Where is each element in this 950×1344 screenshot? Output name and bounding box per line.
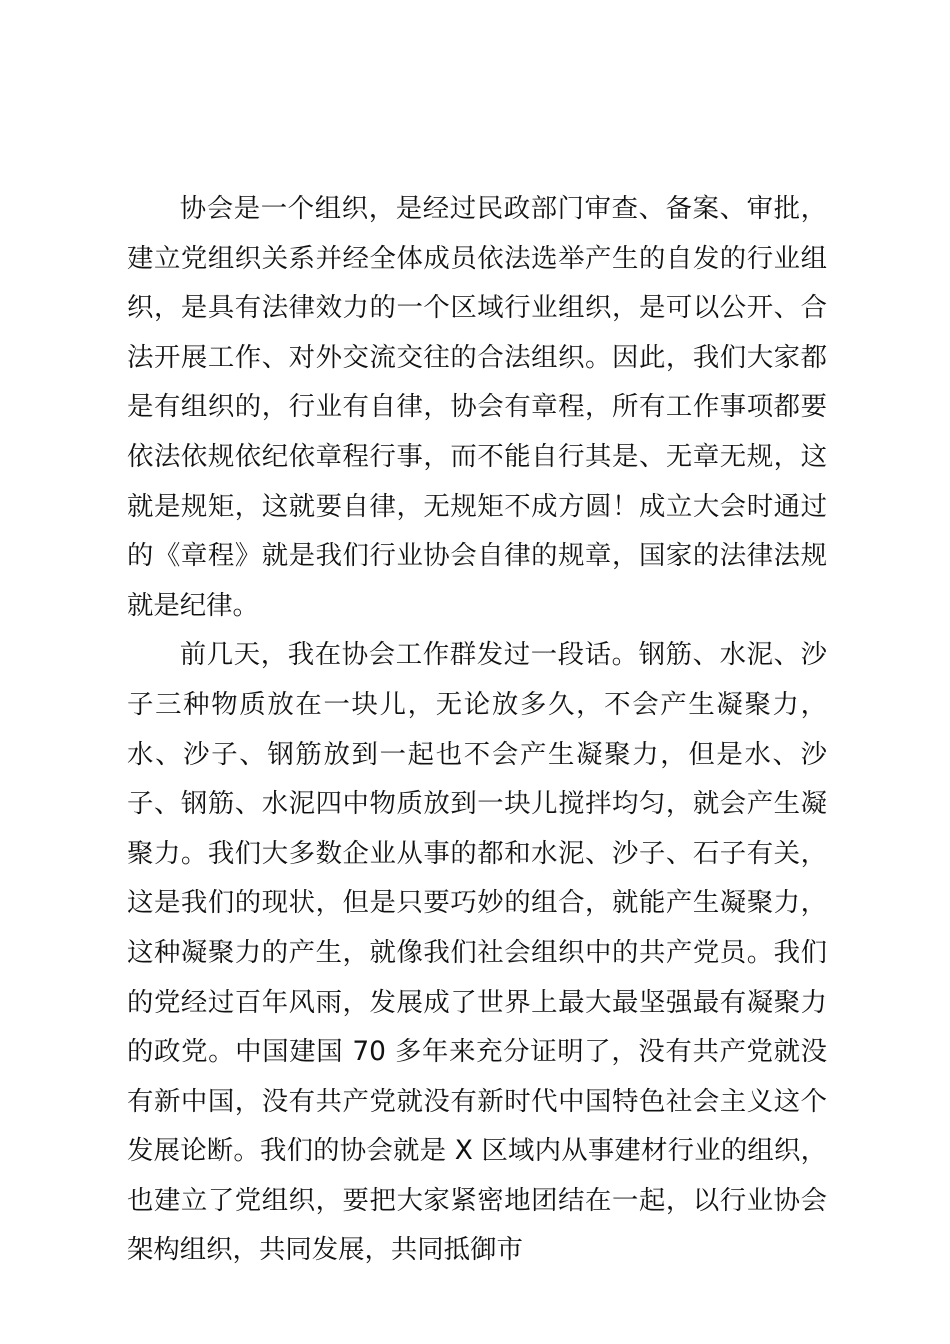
paragraph-cohesion-metaphor: 前几天，我在协会工作群发过一段话。钢筋、水泥、沙子三种物质放在一块儿，无论放多久，不会产生凝聚力，水、沙子、钢筋放到一起也不会产生凝聚力，但是水、沙子、钢筋、水泥四中物质放到一块儿搅拌均匀，就会产生凝聚力。我们大多数企业从事的都和水泥、沙子、石子有关，这是我们的现状，但是只要巧妙的组合，就能产生凝聚力，这种凝聚力的产生，就像我们社会组织中的共产党员。我们的党经过百年风雨，发展成了世界上最大最坚强最有凝聚力的政党。中国建国 70 多年来充分证明了，没有共产党就没有新中国，没有共产党就没有新时代中国特色社会主义这个发展论断。我们的协会就是 X 区域内从事建材行业的组织，也建立了党组织，要把大家紧密地团结在一起，以行业协会架构组织，共同发展，共同抵御市 bbox=[127, 639, 827, 1266]
paragraph-association-organization: 协会是一个组织，是经过民政部门审查、备案、审批，建立党组织关系并经全体成员依法选举产生的自发的行业组织，是具有法律效力的一个区域行业组织，是可以公开、合法开展工作、对外交流交往的合法组织。因此，我们大家都是有组织的，行业有自律，协会有章程，所有工作事项都要依法依规依纪依章程行事，而不能自行其是、无章无规，这就是规矩，这就要自律，无规矩不成方圆！成立大会时通过的《章程》就是我们行业协会自律的规章，国家的法律法规就是纪律。 bbox=[127, 193, 827, 621]
document-body bbox=[127, 184, 827, 1275]
